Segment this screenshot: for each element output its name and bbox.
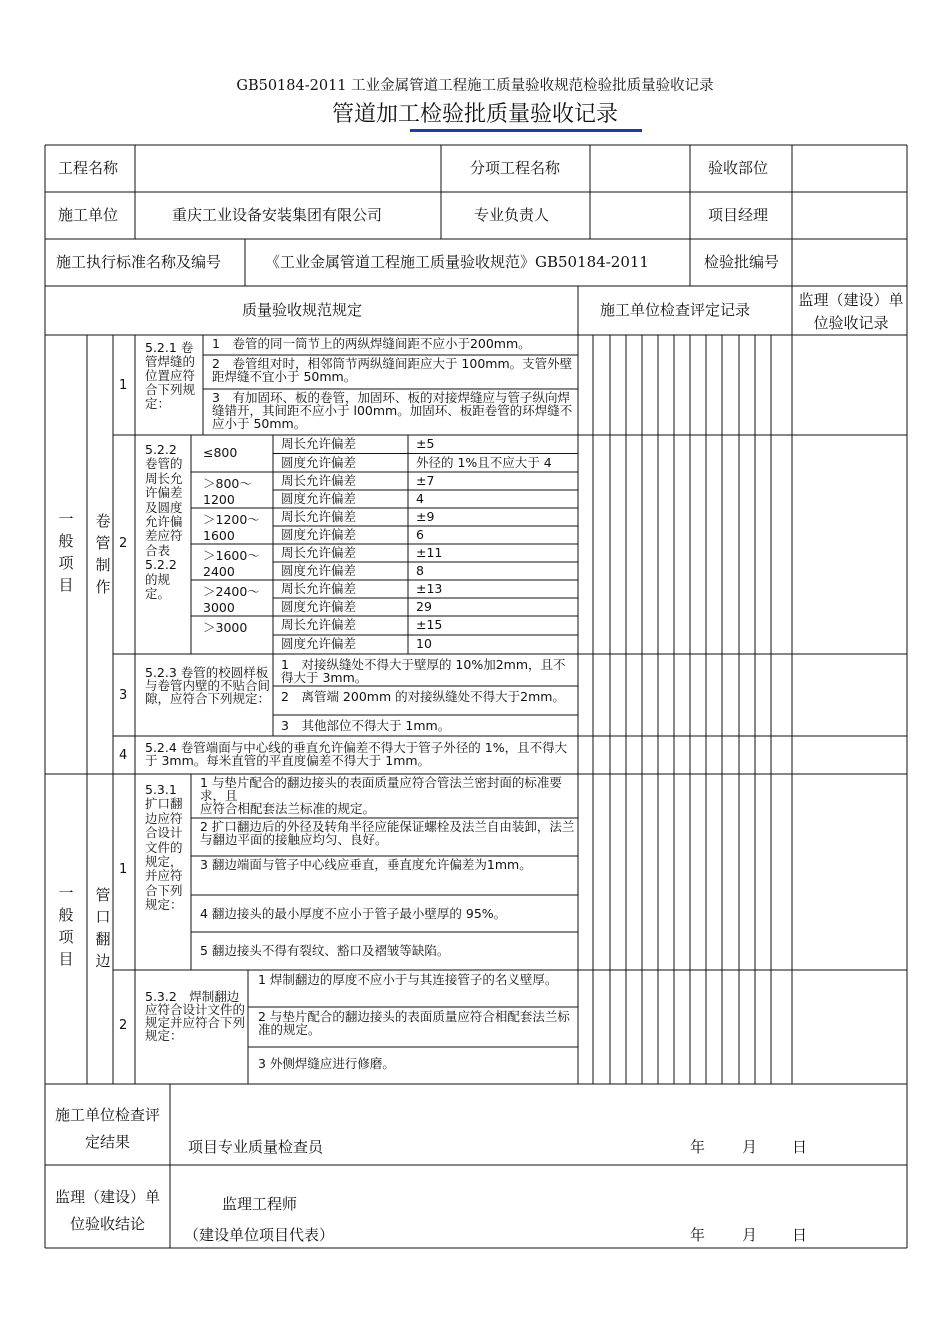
circumference-tolerance-value: ±5 xyxy=(416,437,435,451)
item-5-3-2-clause: 3 外侧焊缝应进行修磨。 xyxy=(258,1057,395,1071)
document-subtitle: GB50184-2011 工业金属管道工程施工质量验收规范检验批质量验收记录 xyxy=(236,78,714,94)
roundness-tolerance-label: 圆度允许偏差 xyxy=(281,600,357,614)
item-5-2-1-clause: 1 卷管的同一筒节上的两纵焊缝间距不应小于200mm。 xyxy=(212,337,531,351)
date-month-label: 月 xyxy=(742,1138,758,1156)
spec-column-header: 质量验收规范规定 xyxy=(242,301,363,319)
roundness-tolerance-label: 圆度允许偏差 xyxy=(281,455,357,470)
date-month-label: 月 xyxy=(742,1226,758,1244)
item-5-3-1-clause: 2 扩口翻边后的外径及转角半径应能保证螺栓及法兰自由装卸，法兰与翻边平面的接触应均匀、良好。 xyxy=(200,820,575,847)
circumference-tolerance-label: 周长允许偏差 xyxy=(281,474,357,488)
section1-item-number: 3 xyxy=(119,688,128,703)
item-5-3-1-clause: 5 翻边接头不得有裂纹、豁口及褶皱等缺陷。 xyxy=(200,944,450,958)
roundness-tolerance-value: 10 xyxy=(416,637,432,651)
circumference-tolerance-label: 周长允许偏差 xyxy=(281,582,357,596)
circumference-tolerance-value: ±13 xyxy=(416,582,443,596)
standard-value: 《工业金属管道工程施工质量验收规范》GB50184-2011 xyxy=(265,253,649,271)
section2-group-label: 管口翻边 xyxy=(95,886,111,970)
roundness-tolerance-value: 6 xyxy=(416,528,424,542)
document-title: 管道加工检验批质量验收记录 xyxy=(331,102,618,127)
roundness-tolerance-label: 圆度允许偏差 xyxy=(281,564,357,578)
section1-item-number: 2 xyxy=(119,536,128,551)
pipe-diameter-range: ≤800 xyxy=(203,445,238,460)
pipe-diameter-range: ＞3000 xyxy=(203,620,248,635)
circumference-tolerance-label: 周长允许偏差 xyxy=(281,618,357,632)
item-5-3-2-clause: 1 焊制翻边的厚度不应小于与其连接管子的名义壁厚。 xyxy=(258,973,558,987)
date-day-label: 日 xyxy=(792,1226,808,1244)
contractor-result-label: 施工单位检查评定结果 xyxy=(54,1106,160,1151)
section1-group-label: 卷管制作 xyxy=(95,512,111,596)
pipe-diameter-range: ＞800～1200 xyxy=(203,476,252,506)
supervisor-conclusion-label: 监理（建设）单位验收结论 xyxy=(54,1188,160,1233)
roundness-tolerance-label: 圆度允许偏差 xyxy=(281,492,357,506)
roundness-tolerance-value: 外径的 1%且不应大于 4 xyxy=(416,455,552,470)
pipe-diameter-range: ＞1600～2400 xyxy=(203,548,260,578)
acceptance-part-label: 验收部位 xyxy=(708,159,769,177)
specialist-label: 专业负责人 xyxy=(474,206,550,224)
circumference-tolerance-label: 周长允许偏差 xyxy=(281,546,357,560)
circumference-tolerance-value: ±7 xyxy=(416,474,435,488)
section2-item-number: 1 xyxy=(119,862,128,877)
item-5-2-3-heading: 5.2.3 卷管的校圆样板与卷管内壁的不贴合间隙，应符合下列规定： xyxy=(145,666,271,706)
quality-inspector-label: 项目专业质量检查员 xyxy=(188,1138,324,1156)
date-day-label: 日 xyxy=(792,1138,808,1156)
item-5-2-1-clause: 3 有加固环、板的卷管，加固环、板的对接焊缝应与管子纵向焊缝错开，其间距不应小于 l00mm。加固环、板距卷管的环焊缝不应小于 50mm。 xyxy=(212,391,573,431)
date-year-label: 年 xyxy=(690,1226,706,1244)
section1-item-number: 1 xyxy=(119,378,128,393)
roundness-tolerance-label: 圆度允许偏差 xyxy=(281,637,357,651)
roundness-tolerance-value: 4 xyxy=(416,492,424,506)
roundness-tolerance-value: 29 xyxy=(416,600,432,614)
roundness-tolerance-value: 8 xyxy=(416,564,424,578)
project-name-label: 工程名称 xyxy=(58,159,119,177)
sub-project-label: 分项工程名称 xyxy=(470,159,561,177)
batch-no-label: 检验批编号 xyxy=(704,253,780,271)
circumference-tolerance-value: ±11 xyxy=(416,546,443,560)
circumference-tolerance-label: 周长允许偏差 xyxy=(281,437,357,451)
date-year-label: 年 xyxy=(690,1138,706,1156)
item-5-3-1-heading: 5.3.1 扩口翻边应符合设计文件的规定，并应符合下列规定： xyxy=(145,783,183,913)
circumference-tolerance-value: ±15 xyxy=(416,618,443,632)
standard-label: 施工执行标准名称及编号 xyxy=(56,253,222,271)
item-5-2-1-heading: 5.2.1 卷管焊缝的位置应符合下列规定： xyxy=(145,341,196,411)
roundness-tolerance-label: 圆度允许偏差 xyxy=(281,528,357,542)
item-5-2-1-clause: 2 卷管组对时，相邻筒节两纵缝间距应大于 100mm。支管外壁距焊缝不宜小于 50mm。 xyxy=(212,357,573,384)
section1-item-number: 4 xyxy=(119,748,128,763)
item-5-2-4-text: 5.2.4 卷管端面与中心线的垂直允许偏差不得大于管子外径的 1%，且不得大于 3mm。每米直管的平直度偏差不得大于 1mm。 xyxy=(145,741,568,768)
construction-unit-label: 施工单位 xyxy=(58,206,119,224)
pipe-diameter-range: ＞1200～1600 xyxy=(203,512,260,542)
contractor-check-column-header: 施工单位检查评定记录 xyxy=(600,301,751,319)
supervising-engineer-label: 监理工程师 xyxy=(222,1195,298,1213)
supervisor-accept-column-header: 监理（建设）单位验收记录 xyxy=(798,291,904,332)
circumference-tolerance-value: ±9 xyxy=(416,510,435,524)
item-5-3-1-clause: 4 翻边接头的最小厚度不应小于管子最小壁厚的 95%。 xyxy=(200,906,507,921)
item-5-2-2-heading: 5.2.2 卷管的周长允许偏差及圆度允许偏差应符合表 5.2.2 的规定。 xyxy=(145,443,183,602)
section2-item-number: 2 xyxy=(119,1018,128,1033)
circumference-tolerance-label: 周长允许偏差 xyxy=(281,510,357,524)
construction-unit-value: 重庆工业设备安装集团有限公司 xyxy=(172,206,383,224)
item-5-2-3-clause: 1 对接纵缝处不得大于壁厚的 10%加2mm，且不得大于 3mm。 xyxy=(281,658,566,685)
project-manager-label: 项目经理 xyxy=(708,206,769,224)
item-5-3-1-clause: 1 与垫片配合的翻边接头的表面质量应符合管法兰密封面的标准要求，且 应符合相配套法兰标准的规定。 xyxy=(200,776,562,816)
item-5-2-3-clause: 3 其他部位不得大于 1mm。 xyxy=(281,719,451,733)
pipe-diameter-range: ＞2400～3000 xyxy=(203,584,260,614)
section2-category-label: 一般项目 xyxy=(58,884,74,968)
item-5-2-3-clause: 2 离管端 200mm 的对接纵缝处不得大于2mm。 xyxy=(281,690,565,704)
section1-category-label: 一般项目 xyxy=(58,510,74,594)
item-5-3-2-heading: 5.3.2 焊制翻边应符合设计文件的规定并应符合下列规定： xyxy=(145,990,245,1043)
item-5-3-2-clause: 2 与垫片配合的翻边接头的表面质量应符合相配套法兰标准的规定。 xyxy=(258,1010,570,1037)
owner-representative-label: （建设单位项目代表） xyxy=(184,1226,335,1244)
item-5-3-1-clause: 3 翻边端面与管子中心线应垂直，垂直度允许偏差为1mm。 xyxy=(200,858,532,872)
